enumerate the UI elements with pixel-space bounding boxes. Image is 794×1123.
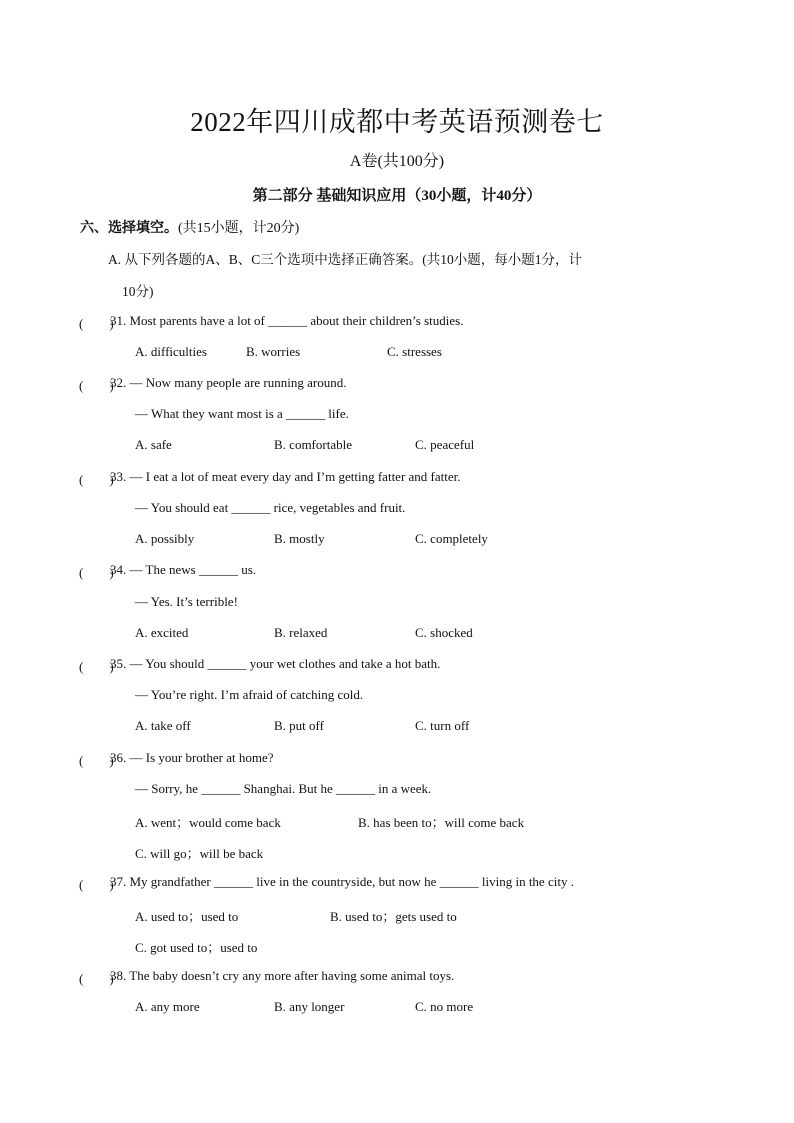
part-heading: 第二部分 基础知识应用（30小题，计40分） [252,188,542,204]
question-33-option-c: C. completely [415,531,488,546]
question-35-option-a: A. take off [135,718,191,733]
question-38-option-c: C. no more [415,999,474,1014]
question-37-option-a: A. used to；used to [135,909,239,924]
answer-blank: ( ) [79,472,114,487]
answer-blank: ( ) [79,753,114,768]
question-37-option-b: B. used to；gets used to [330,909,457,924]
answer-blank: ( ) [79,659,114,674]
answer-blank: ( ) [79,971,114,986]
question-36-text-line2: — Sorry, he ______ Shanghai. But he ______ in a week. [135,781,432,796]
answer-blank: ( ) [79,877,114,892]
question-33-option-b: B. mostly [274,531,325,546]
question-34-text: 34. — The news ______ us. [110,562,257,577]
question-37-option-c: C. got used to；used to [135,940,258,955]
question-37-text: 37. My grandfather ______ live in the countryside, but now he ______ living in the city . [110,874,574,889]
answer-blank: ( ) [79,378,114,393]
question-35-text-line2: — You’re right. I’m afraid of catching cold. [135,687,364,702]
question-36-option-b: B. has been to；will come back [358,815,525,830]
section-instruction-line2: 10分) [122,284,154,299]
question-38-option-b: B. any longer [274,999,345,1014]
question-34-option-c: C. shocked [415,625,473,640]
answer-blank: ( ) [79,316,114,331]
question-31-text: 31. Most parents have a lot of ______ about their children’s studies. [110,313,464,328]
question-32-text-line2: — What they want most is a ______ life. [135,406,349,421]
question-32-option-c: C. peaceful [415,437,475,452]
question-31-option-b: B. worries [246,344,301,359]
question-31-option-c: C. stresses [387,344,442,359]
question-35-text: 35. — You should ______ your wet clothes and take a hot bath. [110,656,441,671]
question-31-option-a: A. difficulties [135,344,207,359]
answer-blank: ( ) [79,565,114,580]
question-36-option-a: A. went；would come back [135,815,281,830]
question-34-text-line2: — Yes. It’s terrible! [135,594,238,609]
section-heading-note: (共15小题，计20分) [178,221,300,236]
section-instruction-line1: A. 从下列各题的A、B、C三个选项中选择正确答案。(共10小题，每小题1分，计 [108,252,583,267]
question-32-text: 32. — Now many people are running around. [110,375,347,390]
section-heading [80,217,299,237]
question-33-text: 33. — I eat a lot of meat every day and I’m getting fatter and fatter. [110,469,461,484]
question-34-option-b: B. relaxed [274,625,328,640]
question-32-option-b: B. comfortable [274,437,352,452]
question-33-text-line2: — You should eat ______ rice, vegetables and fruit. [135,500,406,515]
question-32-option-a: A. safe [135,437,172,452]
question-35-option-b: B. put off [274,718,324,733]
question-36-option-c: C. will go；will be back [135,846,264,861]
page-title: 2022年四川成都中考英语预测卷七 [190,107,604,137]
question-33-option-a: A. possibly [135,531,195,546]
question-34-option-a: A. excited [135,625,189,640]
section-heading-label: 六、选择填空。 [80,221,178,236]
page-subtitle: A卷(共100分) [349,153,445,170]
question-38-text: 38. The baby doesn’t cry any more after having some animal toys. [110,968,455,983]
question-36-text: 36. — Is your brother at home? [110,750,274,765]
question-38-option-a: A. any more [135,999,200,1014]
question-35-option-c: C. turn off [415,718,470,733]
